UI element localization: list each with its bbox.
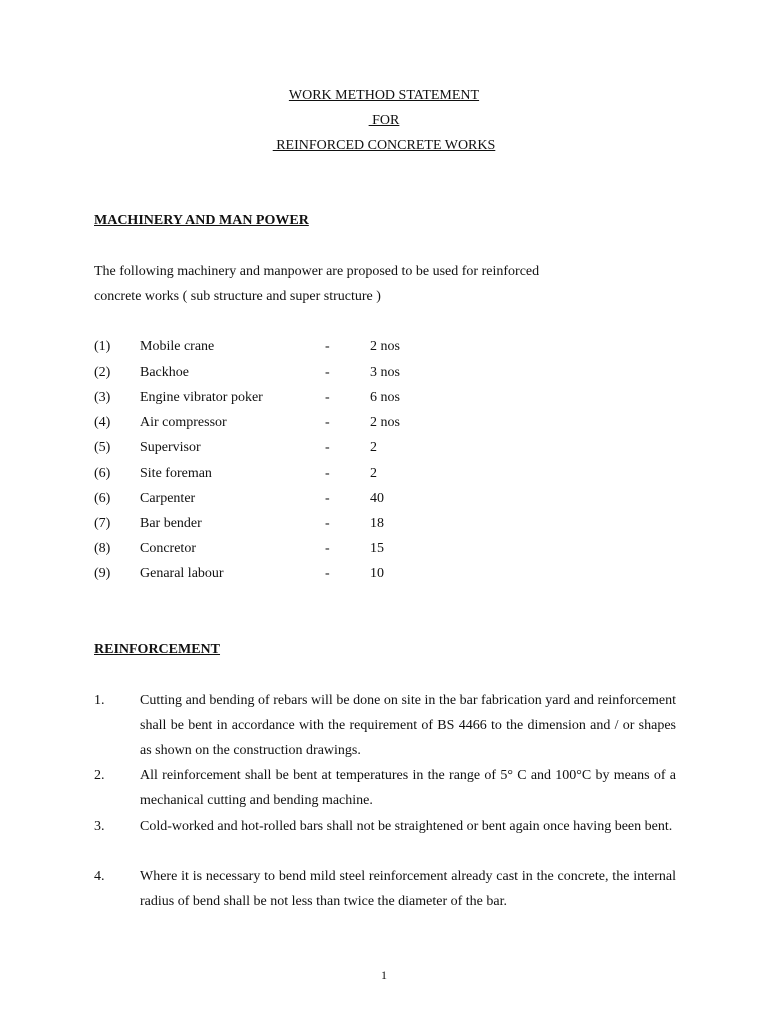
document-title-line-1: WORK METHOD STATEMENT	[288, 88, 480, 103]
item-number: 2.	[94, 768, 105, 783]
item-dash: -	[325, 365, 330, 380]
item-name: Site foreman	[140, 466, 212, 481]
item-number: (7)	[94, 516, 111, 531]
item-quantity: 3 nos	[370, 365, 400, 380]
item-quantity: 10	[370, 566, 384, 581]
machinery-list-item	[94, 466, 494, 482]
item-number: (9)	[94, 566, 111, 581]
item-number: (1)	[94, 339, 111, 354]
item-name: Carpenter	[140, 491, 196, 506]
item-quantity: 2 nos	[370, 415, 400, 430]
item-name: Genaral labour	[140, 566, 224, 581]
item-number: (6)	[94, 491, 111, 506]
item-name: Engine vibrator poker	[140, 390, 263, 405]
machinery-heading: MACHINERY AND MAN POWER	[94, 213, 309, 228]
item-quantity: 2	[370, 466, 377, 481]
item-name: Backhoe	[140, 365, 189, 380]
item-quantity: 6 nos	[370, 390, 400, 405]
machinery-list-item	[94, 566, 494, 582]
machinery-list-item	[94, 365, 494, 381]
item-dash: -	[325, 491, 330, 506]
item-dash: -	[325, 566, 330, 581]
item-number: (6)	[94, 466, 111, 481]
item-name: Bar bender	[140, 516, 202, 531]
item-quantity: 2 nos	[370, 339, 400, 354]
document-title-line-3: REINFORCED CONCRETE WORKS	[272, 138, 496, 153]
item-number: 1.	[94, 693, 105, 708]
item-dash: -	[325, 541, 330, 556]
item-name: Concretor	[140, 541, 196, 556]
item-number: (3)	[94, 390, 111, 405]
machinery-list-item	[94, 339, 494, 355]
reinforcement-list-item	[94, 763, 676, 813]
document-title-line-2: FOR	[368, 113, 400, 128]
item-dash: -	[325, 466, 330, 481]
item-quantity: 2	[370, 440, 377, 455]
item-dash: -	[325, 516, 330, 531]
item-text: Where it is necessary to bend mild steel reinforcement already cast in the concrete, the internal radius of bend shall be not less than twice the diameter of the bar.	[140, 869, 676, 909]
item-number: (8)	[94, 541, 111, 556]
item-text: Cold-worked and hot-rolled bars shall not be straightened or bent again once having been bent.	[140, 819, 673, 834]
machinery-list-item	[94, 415, 494, 431]
reinforcement-list-item	[94, 688, 676, 763]
item-name: Air compressor	[140, 415, 227, 430]
item-text: Cutting and bending of rebars will be done on site in the bar fabrication yard and reinforcement shall be bent in accordance with the requirement of BS 4466 to the dimension and / or shapes as shown on the construction drawings.	[140, 693, 676, 758]
item-number: 4.	[94, 869, 105, 884]
item-text: All reinforcement shall be bent at temperatures in the range of 5° C and 100°C by means of a mechanical cutting and bending machine.	[140, 768, 676, 808]
item-number: 3.	[94, 819, 105, 834]
item-number: (5)	[94, 440, 111, 455]
machinery-intro-line-2: concrete works ( sub structure and super structure )	[94, 289, 381, 304]
reinforcement-list-item	[94, 864, 676, 914]
item-quantity: 15	[370, 541, 384, 556]
item-name: Mobile crane	[140, 339, 215, 354]
item-number: (4)	[94, 415, 111, 430]
item-dash: -	[325, 440, 330, 455]
machinery-intro-line-1: The following machinery and manpower are proposed to be used for reinforced	[94, 264, 540, 279]
machinery-list-item	[94, 440, 494, 456]
item-quantity: 40	[370, 491, 384, 506]
reinforcement-list-item	[94, 814, 676, 864]
machinery-list-item	[94, 541, 494, 557]
item-quantity: 18	[370, 516, 384, 531]
reinforcement-heading: REINFORCEMENT	[94, 642, 221, 657]
machinery-list-item	[94, 491, 494, 507]
machinery-list-item	[94, 516, 494, 532]
item-number: (2)	[94, 365, 111, 380]
machinery-list-item	[94, 390, 494, 406]
item-dash: -	[325, 390, 330, 405]
page-number: 1	[381, 968, 387, 982]
item-dash: -	[325, 339, 330, 354]
item-dash: -	[325, 415, 330, 430]
item-name: Supervisor	[140, 440, 201, 455]
